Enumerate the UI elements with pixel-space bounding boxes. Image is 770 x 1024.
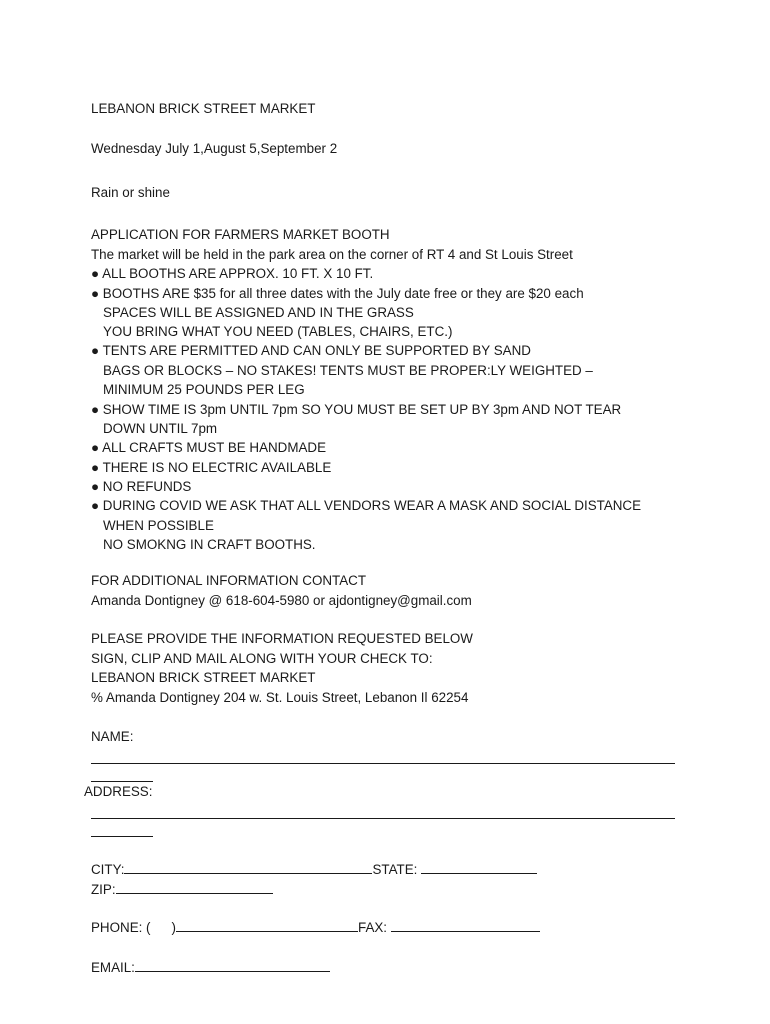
rule-line: ● ALL BOOTHS ARE APPROX. 10 FT. X 10 FT.	[91, 266, 374, 281]
contact-details: Amanda Dontigney @ 618-604-5980 or ajdontigney@gmail.com	[91, 593, 472, 608]
address-field[interactable]	[91, 818, 675, 819]
mailing-address: % Amanda Dontigney 204 w. St. Louis Street, Lebanon Il 62254	[91, 690, 469, 705]
rule-line: MINIMUM 25 POUNDS PER LEG	[103, 382, 305, 397]
rule-line: ● NO REFUNDS	[91, 479, 192, 494]
email-label: EMAIL:	[91, 960, 135, 975]
email-field[interactable]	[135, 958, 330, 972]
rule-line: ● BOOTHS ARE $35 for all three dates with the July date free or they are $20 each	[91, 286, 584, 301]
state-label: STATE:	[372, 862, 418, 877]
mail-instruction: SIGN, CLIP AND MAIL ALONG WITH YOUR CHECK TO:	[91, 651, 433, 666]
city-label: CITY:	[91, 862, 125, 877]
zip-field[interactable]	[116, 880, 273, 894]
mail-instruction: LEBANON BRICK STREET MARKET	[91, 670, 316, 685]
fax-label: FAX:	[358, 920, 388, 935]
phone-paren-close: )	[171, 920, 176, 935]
rule-line: ● ALL CRAFTS MUST BE HANDMADE	[91, 440, 327, 455]
zip-row	[91, 880, 273, 898]
city-field[interactable]	[124, 860, 372, 874]
address-label: ADDRESS:	[84, 784, 153, 799]
rule-line: ● TENTS ARE PERMITTED AND CAN ONLY BE SUPPORTED BY SAND	[91, 343, 531, 358]
city-state-row	[91, 860, 537, 878]
market-location-intro: The market will be held in the park area on the corner of RT 4 and St Louis Street	[91, 247, 573, 262]
phone-field[interactable]	[176, 918, 358, 932]
phone-label: PHONE: (	[91, 920, 151, 935]
fax-field[interactable]	[391, 918, 540, 932]
name-field-continuation[interactable]	[91, 781, 153, 782]
contact-heading: FOR ADDITIONAL INFORMATION CONTACT	[91, 573, 367, 588]
rule-line: YOU BRING WHAT YOU NEED (TABLES, CHAIRS, ETC.)	[103, 324, 453, 339]
rule-line: ● DURING COVID WE ASK THAT ALL VENDORS WEAR A MASK AND SOCIAL DISTANCE	[91, 498, 642, 513]
rule-line: DOWN UNTIL 7pm	[103, 421, 218, 436]
application-heading: APPLICATION FOR FARMERS MARKET BOOTH	[91, 227, 390, 242]
weather-note: Rain or shine	[91, 185, 170, 200]
rule-line: NO SMOKNG IN CRAFT BOOTHS.	[103, 537, 316, 552]
mail-instruction: PLEASE PROVIDE THE INFORMATION REQUESTED BELOW	[91, 631, 473, 646]
name-field[interactable]	[91, 763, 675, 764]
rule-line: ● THERE IS NO ELECTRIC AVAILABLE	[91, 460, 332, 475]
state-field[interactable]	[421, 860, 537, 874]
rule-line: ● SHOW TIME IS 3pm UNTIL 7pm SO YOU MUST BE SET UP BY 3pm AND NOT TEAR	[91, 402, 622, 417]
address-field-continuation[interactable]	[91, 836, 153, 837]
zip-label: ZIP:	[91, 882, 116, 897]
rule-line: BAGS OR BLOCKS – NO STAKES! TENTS MUST BE PROPER:LY WEIGHTED –	[103, 363, 593, 378]
rule-line: SPACES WILL BE ASSIGNED AND IN THE GRASS	[103, 305, 414, 320]
phone-fax-row	[91, 918, 540, 936]
market-dates: Wednesday July 1,August 5,September 2	[91, 141, 338, 156]
rule-line: WHEN POSSIBLE	[103, 518, 214, 533]
name-label: NAME:	[91, 729, 134, 744]
email-row	[91, 958, 330, 976]
document-title: LEBANON BRICK STREET MARKET	[91, 101, 316, 116]
